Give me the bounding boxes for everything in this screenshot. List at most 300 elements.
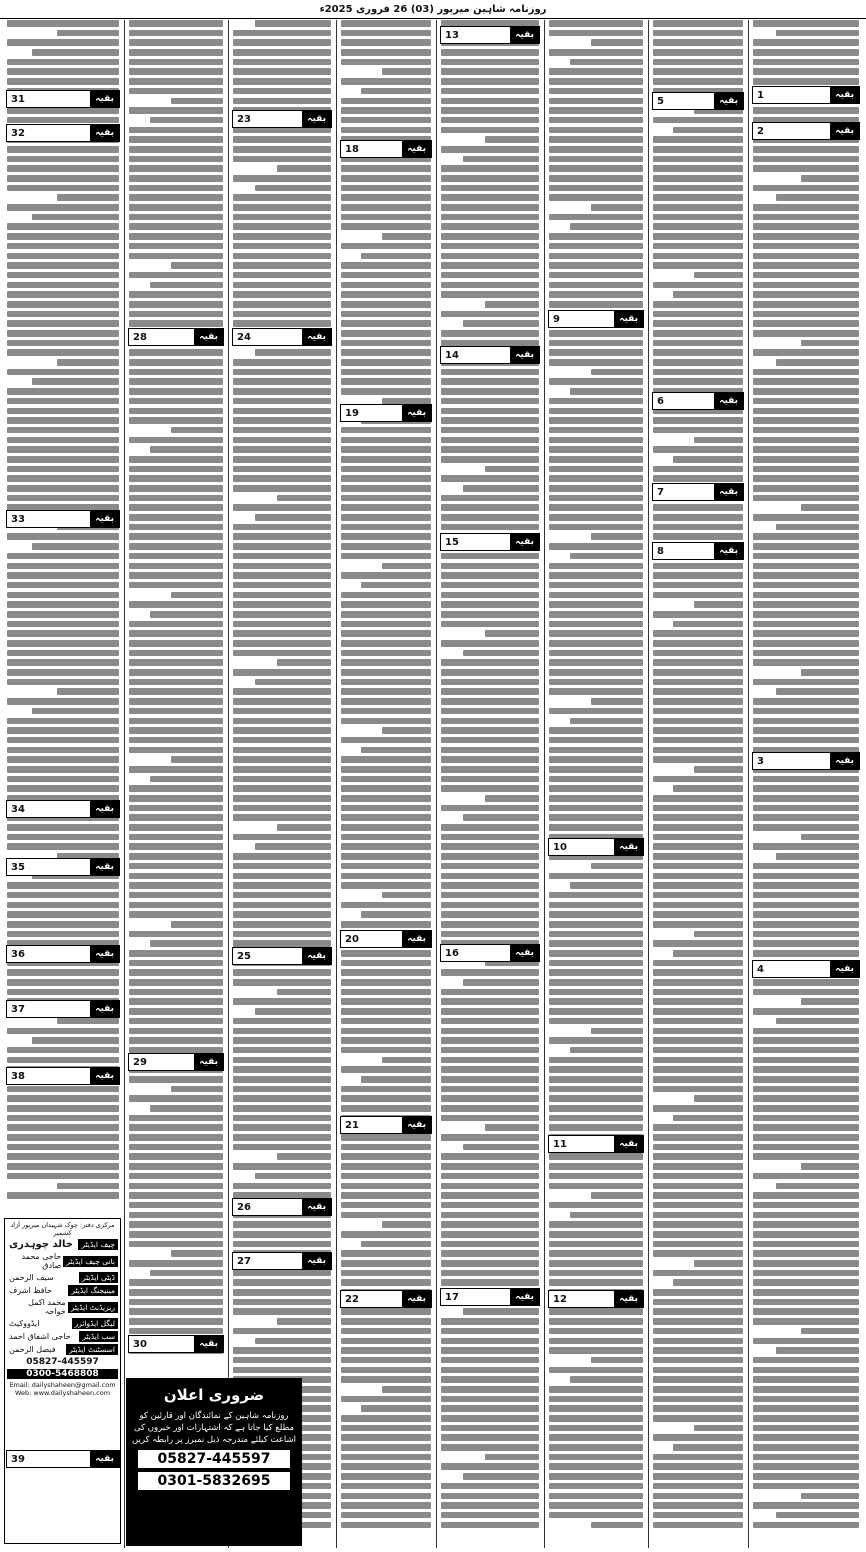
continuation-number: 19 (345, 407, 359, 419)
text-line (129, 204, 223, 211)
continuation-box-32 (6, 124, 120, 142)
text-line (653, 475, 743, 482)
text-line (129, 882, 223, 889)
text-line (653, 1318, 743, 1325)
text-line (753, 378, 859, 385)
text-line (341, 621, 431, 628)
text-line (753, 1386, 859, 1393)
text-line (129, 688, 223, 695)
text-line (382, 1386, 432, 1393)
column-divider (124, 20, 125, 1548)
text-line (341, 20, 431, 27)
text-line (753, 931, 859, 938)
text-line (7, 921, 119, 928)
text-line (7, 785, 119, 792)
text-line (753, 1250, 859, 1257)
text-line (233, 1357, 331, 1364)
text-line (341, 185, 431, 192)
text-line (549, 785, 643, 792)
text-line (7, 572, 119, 579)
text-line (233, 737, 331, 744)
text-line (441, 727, 539, 734)
text-line (341, 969, 431, 976)
text-line (341, 805, 431, 812)
text-line (341, 1028, 431, 1035)
text-line (653, 1212, 743, 1219)
text-line (549, 1163, 643, 1170)
text-line (7, 1192, 119, 1199)
text-line (341, 1454, 431, 1461)
text-line (233, 156, 331, 163)
text-line (753, 737, 859, 744)
text-line (549, 466, 643, 473)
text-line (753, 921, 859, 928)
text-line (753, 59, 859, 66)
continuation-box-27 (232, 1252, 332, 1270)
text-line (277, 165, 331, 172)
continuation-label: بقیہ (830, 123, 859, 139)
text-line (441, 1231, 539, 1238)
text-line (673, 127, 743, 134)
text-line (653, 340, 743, 347)
text-line (233, 136, 331, 143)
text-line (129, 127, 223, 134)
text-line (129, 621, 223, 628)
text-line (129, 960, 223, 967)
text-line (441, 582, 539, 589)
text-line (7, 243, 119, 250)
text-line (7, 408, 119, 415)
text-line (753, 1289, 859, 1296)
text-line (441, 718, 539, 725)
text-line (653, 1357, 743, 1364)
text-line (653, 1347, 743, 1354)
text-line (653, 834, 743, 841)
text-line (753, 533, 859, 540)
text-line (549, 1318, 643, 1325)
text-line (341, 485, 431, 492)
text-line (441, 611, 539, 618)
text-line (549, 1066, 643, 1073)
text-line (753, 1086, 859, 1093)
text-line (753, 485, 859, 492)
text-line (441, 998, 539, 1005)
text-line (341, 718, 431, 725)
text-line (129, 843, 223, 850)
text-line (653, 1328, 743, 1335)
text-line (653, 892, 743, 899)
text-line (801, 1493, 859, 1500)
text-line (753, 543, 859, 550)
text-line (341, 349, 431, 356)
continuation-label: بقیہ (402, 931, 431, 947)
text-line (129, 795, 223, 802)
text-line (753, 679, 859, 686)
text-line (382, 1057, 432, 1064)
text-line (753, 911, 859, 918)
text-line (129, 456, 223, 463)
text-line (753, 640, 859, 647)
text-line (171, 921, 223, 928)
text-line (753, 1231, 859, 1238)
continuation-label: بقیہ (194, 1336, 223, 1352)
text-line (233, 1221, 331, 1228)
continuation-number: 9 (553, 313, 560, 325)
text-line (441, 1037, 539, 1044)
text-line (7, 1105, 119, 1112)
text-line (753, 1066, 859, 1073)
text-line (653, 650, 743, 657)
text-line (753, 989, 859, 996)
notice-title: ضروری اعلان (163, 1386, 265, 1404)
text-line (753, 659, 859, 666)
text-line (129, 1144, 223, 1151)
text-line (441, 1347, 539, 1354)
text-line (341, 1018, 431, 1025)
text-line (653, 582, 743, 589)
text-line (7, 1115, 119, 1122)
text-line (653, 68, 743, 75)
editorial-phone1: 05827-445597 (26, 1357, 99, 1367)
text-line (653, 747, 743, 754)
text-line (753, 446, 859, 453)
text-line (549, 1057, 643, 1064)
text-line (233, 1367, 331, 1374)
text-line (753, 417, 859, 424)
text-line (549, 156, 643, 163)
text-line (485, 301, 539, 308)
text-line (570, 1212, 643, 1219)
text-line (694, 272, 744, 279)
text-line (653, 1396, 743, 1403)
text-line (441, 456, 539, 463)
text-line (463, 650, 539, 657)
text-line (549, 1415, 643, 1422)
text-line (653, 1086, 743, 1093)
text-line (341, 1183, 431, 1190)
text-line (441, 437, 539, 444)
continuation-number: 6 (657, 395, 664, 407)
text-line (753, 1434, 859, 1441)
text-line (129, 814, 223, 821)
text-line (776, 1347, 859, 1354)
continuation-label: بقیہ (402, 405, 431, 421)
continuation-box-31 (6, 90, 120, 108)
text-line (549, 1221, 643, 1228)
text-line (549, 1173, 643, 1180)
text-line (801, 1328, 859, 1335)
text-line (233, 688, 331, 695)
text-line (549, 824, 643, 831)
text-line (549, 892, 643, 899)
text-line (233, 233, 331, 240)
text-line (233, 1057, 331, 1064)
continuation-label: بقیہ (614, 311, 643, 327)
text-line (341, 553, 431, 560)
text-line (549, 1037, 643, 1044)
text-line (341, 272, 431, 279)
text-line (753, 165, 859, 172)
continuation-label: بقیہ (714, 93, 743, 109)
text-line (441, 369, 539, 376)
text-line (57, 688, 119, 695)
text-line (7, 621, 119, 628)
text-line (549, 253, 643, 260)
text-line (233, 611, 331, 618)
text-line (591, 204, 643, 211)
text-line (129, 824, 223, 831)
text-line (441, 853, 539, 860)
text-line (441, 824, 539, 831)
continuation-number: 35 (11, 861, 25, 873)
text-line (653, 78, 743, 85)
text-line (233, 291, 331, 298)
text-line (233, 1095, 331, 1102)
text-line (463, 1144, 539, 1151)
text-line (255, 679, 331, 686)
text-line (7, 301, 119, 308)
text-line (463, 1308, 539, 1315)
text-line (7, 340, 119, 347)
text-line (341, 1279, 431, 1286)
text-line (549, 1386, 643, 1393)
text-line (129, 291, 223, 298)
text-line (653, 1473, 743, 1480)
text-line (129, 146, 223, 153)
editorial-role: بانی چیف ایڈیٹر (63, 1256, 118, 1267)
text-line (694, 601, 744, 608)
text-line (549, 601, 643, 608)
text-line (7, 282, 119, 289)
text-line (7, 718, 119, 725)
editorial-role: مینیجنگ ایڈیٹر (68, 1285, 118, 1296)
continuation-number: 27 (237, 1255, 251, 1267)
text-line (7, 1134, 119, 1141)
text-line (753, 1105, 859, 1112)
text-line (129, 165, 223, 172)
text-line (653, 1105, 743, 1112)
continuation-number: 10 (553, 841, 567, 853)
text-line (361, 582, 431, 589)
continuation-box-11 (548, 1135, 644, 1153)
text-line (233, 359, 331, 366)
continuation-box-33 (6, 510, 120, 528)
text-line (549, 194, 643, 201)
text-line (57, 1183, 119, 1190)
text-line (753, 1367, 859, 1374)
text-line (653, 1483, 743, 1490)
text-line (549, 1367, 643, 1374)
text-line (7, 892, 119, 899)
text-line (653, 1066, 743, 1073)
text-line (441, 1502, 539, 1509)
text-line (549, 650, 643, 657)
text-line (7, 911, 119, 918)
text-line (150, 446, 223, 453)
text-line (32, 543, 119, 550)
text-line (653, 640, 743, 647)
text-line (653, 572, 743, 579)
text-line (549, 427, 643, 434)
text-line (653, 504, 743, 511)
text-line (694, 437, 744, 444)
text-line (441, 514, 539, 521)
text-line (753, 1115, 859, 1122)
text-line (753, 1338, 859, 1345)
text-line (129, 1124, 223, 1131)
text-line (441, 117, 539, 124)
continuation-label: بقیہ (90, 125, 119, 141)
text-line (441, 243, 539, 250)
text-line (7, 553, 119, 560)
text-line (753, 369, 859, 376)
text-line (653, 204, 743, 211)
continuation-label: بقیہ (90, 1451, 119, 1467)
text-line (233, 475, 331, 482)
text-line (7, 1095, 119, 1102)
text-line (341, 78, 431, 85)
text-line (7, 1047, 119, 1054)
text-line (341, 873, 431, 880)
text-line (549, 359, 643, 366)
text-line (549, 969, 643, 976)
text-line (549, 582, 643, 589)
text-line (341, 1357, 431, 1364)
continuation-number: 1 (757, 89, 764, 101)
text-line (441, 572, 539, 579)
text-line (233, 640, 331, 647)
text-line (463, 485, 539, 492)
text-line (341, 1231, 431, 1238)
text-line (549, 456, 643, 463)
text-line (441, 1250, 539, 1257)
text-line (653, 679, 743, 686)
text-line (7, 107, 119, 114)
text-line (591, 39, 643, 46)
text-line (653, 1144, 743, 1151)
continuation-number: 32 (11, 127, 25, 139)
text-line (753, 873, 859, 880)
text-line (549, 998, 643, 1005)
text-line (753, 1192, 859, 1199)
text-line (801, 504, 859, 511)
text-line (7, 156, 119, 163)
continuation-number: 8 (657, 545, 664, 557)
text-line (341, 960, 431, 967)
text-line (441, 1241, 539, 1248)
text-line (341, 495, 431, 502)
continuation-label: بقیہ (510, 534, 539, 550)
text-line (441, 1115, 539, 1122)
continuation-box-19 (340, 404, 432, 422)
editorial-name: ایڈووکیٹ (9, 1319, 40, 1328)
text-line (653, 262, 743, 269)
text-line (549, 1454, 643, 1461)
text-line (653, 843, 743, 850)
text-line (57, 359, 119, 366)
text-line (233, 78, 331, 85)
text-line (653, 1076, 743, 1083)
text-line (233, 408, 331, 415)
continuation-number: 3 (757, 755, 764, 767)
text-line (653, 1367, 743, 1374)
text-line (653, 873, 743, 880)
text-line (441, 504, 539, 511)
text-line (653, 59, 743, 66)
text-line (341, 533, 431, 540)
text-line (441, 592, 539, 599)
text-line (653, 824, 743, 831)
text-line (653, 446, 743, 453)
text-line (549, 688, 643, 695)
text-line (441, 272, 539, 279)
text-line (549, 1250, 643, 1257)
text-line (549, 1483, 643, 1490)
text-column (750, 20, 862, 1548)
continuation-label: بقیہ (90, 511, 119, 527)
text-line (441, 1405, 539, 1412)
text-line (361, 88, 431, 95)
text-line (129, 30, 223, 37)
text-line (341, 1434, 431, 1441)
text-line (441, 1212, 539, 1219)
column-text-block (441, 20, 539, 1548)
text-line (653, 1434, 743, 1441)
text-line (341, 950, 431, 957)
text-line (653, 301, 743, 308)
text-line (549, 272, 643, 279)
editorial-phone2: 0300-5468808 (7, 1369, 118, 1379)
text-line (441, 417, 539, 424)
continuation-label: بقیہ (402, 141, 431, 157)
text-line (129, 1183, 223, 1190)
text-line (591, 1028, 643, 1035)
text-line (753, 621, 859, 628)
text-line (776, 359, 859, 366)
text-line (549, 1512, 643, 1519)
text-line (341, 640, 431, 647)
text-line (653, 737, 743, 744)
text-line (233, 795, 331, 802)
text-line (441, 1376, 539, 1383)
text-line (653, 1221, 743, 1228)
text-line (753, 601, 859, 608)
text-line (7, 969, 119, 976)
text-line (341, 853, 431, 860)
text-line (341, 194, 431, 201)
text-line (549, 1153, 643, 1160)
continuation-box-37 (6, 1000, 120, 1018)
text-line (653, 1493, 743, 1500)
text-line (441, 1018, 539, 1025)
text-line (341, 1502, 431, 1509)
text-line (441, 931, 539, 938)
text-line (549, 417, 643, 424)
text-line (233, 1066, 331, 1073)
text-line (653, 1202, 743, 1209)
text-line (7, 1144, 119, 1151)
text-line (463, 156, 539, 163)
text-line (129, 311, 223, 318)
text-line (549, 921, 643, 928)
text-line (233, 214, 331, 221)
text-line (653, 718, 743, 725)
text-line (753, 320, 859, 327)
text-line (129, 582, 223, 589)
continuation-number: 7 (657, 486, 664, 498)
continuation-box-23 (232, 110, 332, 128)
text-line (233, 698, 331, 705)
